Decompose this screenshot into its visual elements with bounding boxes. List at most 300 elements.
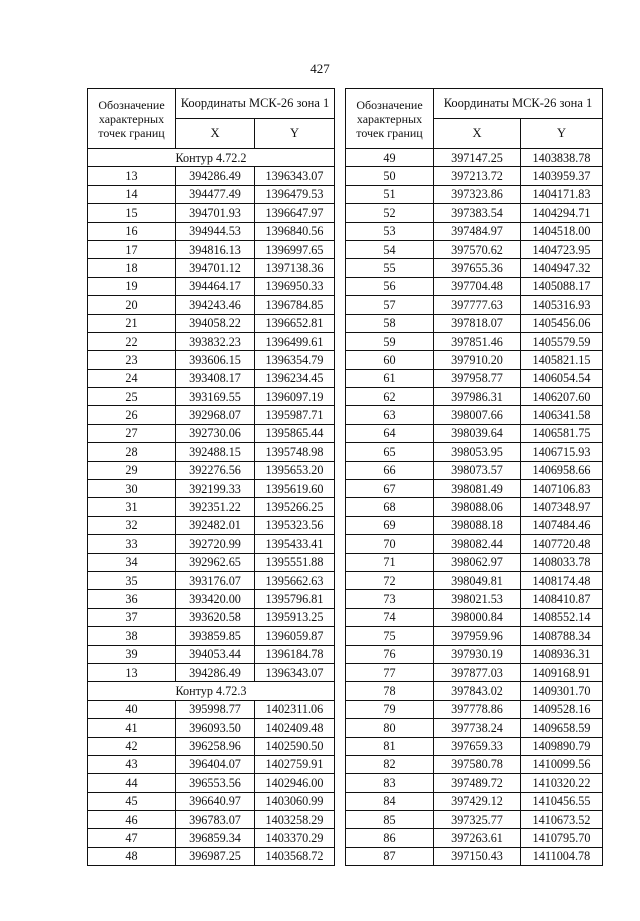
point-id-cell: 54 [346,240,434,258]
table-row [88,553,335,571]
y-coordinate-cell: 1396097.19 [255,388,335,406]
table-row [88,296,335,314]
table-row [346,829,603,847]
x-coordinate-cell: 393606.15 [176,351,255,369]
table-row [346,553,603,571]
point-id-cell: 67 [346,480,434,498]
x-coordinate-cell: 398049.81 [434,571,521,589]
point-id-cell: 64 [346,424,434,442]
x-coordinate-cell: 397659.33 [434,737,521,755]
x-coordinate-cell: 397150.43 [434,847,521,865]
point-id-cell: 18 [88,259,176,277]
x-coordinate-cell: 398082.44 [434,535,521,553]
table-row [346,663,603,681]
table-row [346,461,603,479]
point-id-cell: 40 [88,700,176,718]
table-row [88,259,335,277]
x-coordinate-cell: 396859.34 [176,829,255,847]
table-row [346,700,603,718]
x-coordinate-cell: 398021.53 [434,590,521,608]
x-coordinate-cell: 397818.07 [434,314,521,332]
x-coordinate-cell: 392720.99 [176,535,255,553]
point-id-cell: 20 [88,296,176,314]
point-id-cell: 42 [88,737,176,755]
table-row [346,351,603,369]
y-coordinate-cell: 1408174.48 [521,571,603,589]
y-coordinate-cell: 1406715.93 [521,443,603,461]
point-id-cell: 63 [346,406,434,424]
point-id-cell: 62 [346,388,434,406]
table-row [88,755,335,773]
x-coordinate-cell: 392351.22 [176,498,255,516]
header-point-label: Обозначение характерных точек границ [346,89,434,149]
x-coordinate-cell: 392730.06 [176,424,255,442]
x-coordinate-cell: 394701.12 [176,259,255,277]
table-row [346,388,603,406]
point-id-cell: 14 [88,185,176,203]
table-row [346,755,603,773]
x-coordinate-cell: 398081.49 [434,480,521,498]
table-row [346,645,603,663]
point-id-cell: 82 [346,755,434,773]
coordinates-table-right [345,88,603,866]
table-row [88,185,335,203]
y-coordinate-cell: 1395662.63 [255,571,335,589]
header-coord-system: Координаты МСК-26 зона 1 [176,89,335,119]
x-coordinate-cell: 398039.64 [434,424,521,442]
table-row [88,277,335,295]
y-coordinate-cell: 1395748.98 [255,443,335,461]
y-coordinate-cell: 1403959.37 [521,167,603,185]
y-coordinate-cell: 1396343.07 [255,663,335,681]
y-coordinate-cell: 1406207.60 [521,388,603,406]
x-coordinate-cell: 392276.56 [176,461,255,479]
point-id-cell: 45 [88,792,176,810]
y-coordinate-cell: 1410456.55 [521,792,603,810]
x-coordinate-cell: 394058.22 [176,314,255,332]
point-id-cell: 84 [346,792,434,810]
y-coordinate-cell: 1411004.78 [521,847,603,865]
point-id-cell: 83 [346,774,434,792]
section-row [88,682,335,700]
point-id-cell: 35 [88,571,176,589]
x-coordinate-cell: 392962.65 [176,553,255,571]
point-id-cell: 31 [88,498,176,516]
y-coordinate-cell: 1405316.93 [521,296,603,314]
y-coordinate-cell: 1409301.70 [521,682,603,700]
y-coordinate-cell: 1402590.50 [255,737,335,755]
y-coordinate-cell: 1404171.83 [521,185,603,203]
table-row [346,443,603,461]
point-id-cell: 16 [88,222,176,240]
x-coordinate-cell: 396783.07 [176,811,255,829]
table-row [346,296,603,314]
x-coordinate-cell: 398053.95 [434,443,521,461]
y-coordinate-cell: 1404947.32 [521,259,603,277]
x-coordinate-cell: 397489.72 [434,774,521,792]
point-id-cell: 80 [346,719,434,737]
table-row [88,700,335,718]
x-coordinate-cell: 394944.53 [176,222,255,240]
point-id-cell: 19 [88,277,176,295]
table-row [88,608,335,626]
x-coordinate-cell: 395998.77 [176,700,255,718]
y-coordinate-cell: 1408788.34 [521,627,603,645]
point-id-cell: 23 [88,351,176,369]
y-coordinate-cell: 1410320.22 [521,774,603,792]
table-row [346,167,603,185]
point-id-cell: 39 [88,645,176,663]
x-coordinate-cell: 396640.97 [176,792,255,810]
x-coordinate-cell: 392199.33 [176,480,255,498]
table-row [88,645,335,663]
point-id-cell: 86 [346,829,434,847]
y-coordinate-cell: 1403838.78 [521,149,603,167]
table-row [88,590,335,608]
point-id-cell: 65 [346,443,434,461]
x-coordinate-cell: 393169.55 [176,388,255,406]
table-row [88,424,335,442]
x-coordinate-cell: 397213.72 [434,167,521,185]
table-row [346,847,603,865]
y-coordinate-cell: 1396343.07 [255,167,335,185]
point-id-cell: 24 [88,369,176,387]
y-coordinate-cell: 1402759.91 [255,755,335,773]
table-body-left [88,149,335,866]
point-id-cell: 49 [346,149,434,167]
table-row [88,737,335,755]
table-row [346,314,603,332]
point-id-cell: 85 [346,811,434,829]
table-row [88,369,335,387]
x-coordinate-cell: 397580.78 [434,755,521,773]
header-x: X [176,119,255,149]
point-id-cell: 50 [346,167,434,185]
table-row [346,240,603,258]
point-id-cell: 76 [346,645,434,663]
y-coordinate-cell: 1409890.79 [521,737,603,755]
point-id-cell: 47 [88,829,176,847]
point-id-cell: 71 [346,553,434,571]
table-row [346,627,603,645]
table-row [346,259,603,277]
y-coordinate-cell: 1406581.75 [521,424,603,442]
x-coordinate-cell: 394816.13 [176,240,255,258]
x-coordinate-cell: 397986.31 [434,388,521,406]
point-id-cell: 75 [346,627,434,645]
table-row [346,608,603,626]
table-row [346,185,603,203]
table-row [88,222,335,240]
section-label: Контур 4.72.2 [88,149,335,167]
y-coordinate-cell: 1396234.45 [255,369,335,387]
table-row [88,167,335,185]
x-coordinate-cell: 398000.84 [434,608,521,626]
y-coordinate-cell: 1403258.29 [255,811,335,829]
point-id-cell: 73 [346,590,434,608]
y-coordinate-cell: 1408552.14 [521,608,603,626]
point-id-cell: 59 [346,332,434,350]
x-coordinate-cell: 397325.77 [434,811,521,829]
y-coordinate-cell: 1409528.16 [521,700,603,718]
table-row [88,774,335,792]
y-coordinate-cell: 1409168.91 [521,663,603,681]
point-id-cell: 44 [88,774,176,792]
table-row [346,792,603,810]
y-coordinate-cell: 1410673.52 [521,811,603,829]
table-row [346,719,603,737]
x-coordinate-cell: 396553.56 [176,774,255,792]
point-id-cell: 69 [346,516,434,534]
table-row [88,314,335,332]
point-id-cell: 72 [346,571,434,589]
x-coordinate-cell: 397777.63 [434,296,521,314]
y-coordinate-cell: 1407720.48 [521,535,603,553]
x-coordinate-cell: 392968.07 [176,406,255,424]
y-coordinate-cell: 1395987.71 [255,406,335,424]
y-coordinate-cell: 1396784.85 [255,296,335,314]
y-coordinate-cell: 1396840.56 [255,222,335,240]
x-coordinate-cell: 396987.25 [176,847,255,865]
point-id-cell: 68 [346,498,434,516]
table-row [88,406,335,424]
y-coordinate-cell: 1405821.15 [521,351,603,369]
y-coordinate-cell: 1410795.70 [521,829,603,847]
point-id-cell: 58 [346,314,434,332]
y-coordinate-cell: 1396647.97 [255,204,335,222]
point-id-cell: 21 [88,314,176,332]
point-id-cell: 26 [88,406,176,424]
y-coordinate-cell: 1396652.81 [255,314,335,332]
x-coordinate-cell: 398088.06 [434,498,521,516]
header-x: X [434,119,521,149]
table-row [88,498,335,516]
y-coordinate-cell: 1396499.61 [255,332,335,350]
point-id-cell: 48 [88,847,176,865]
table-row [88,461,335,479]
x-coordinate-cell: 398073.57 [434,461,521,479]
y-coordinate-cell: 1395653.20 [255,461,335,479]
x-coordinate-cell: 397704.48 [434,277,521,295]
table-row [88,388,335,406]
table-row [346,737,603,755]
x-coordinate-cell: 393620.58 [176,608,255,626]
table-row [346,406,603,424]
x-coordinate-cell: 392488.15 [176,443,255,461]
x-coordinate-cell: 397323.86 [434,185,521,203]
x-coordinate-cell: 398007.66 [434,406,521,424]
x-coordinate-cell: 397877.03 [434,663,521,681]
y-coordinate-cell: 1409658.59 [521,719,603,737]
table-row [88,571,335,589]
x-coordinate-cell: 394477.49 [176,185,255,203]
point-id-cell: 27 [88,424,176,442]
table-row [346,149,603,167]
table-row [88,535,335,553]
y-coordinate-cell: 1408936.31 [521,645,603,663]
x-coordinate-cell: 393859.85 [176,627,255,645]
y-coordinate-cell: 1405088.17 [521,277,603,295]
x-coordinate-cell: 397429.12 [434,792,521,810]
y-coordinate-cell: 1395796.81 [255,590,335,608]
y-coordinate-cell: 1396479.53 [255,185,335,203]
point-id-cell: 37 [88,608,176,626]
point-id-cell: 53 [346,222,434,240]
table-row [346,535,603,553]
x-coordinate-cell: 394464.17 [176,277,255,295]
point-id-cell: 32 [88,516,176,534]
point-id-cell: 70 [346,535,434,553]
x-coordinate-cell: 398088.18 [434,516,521,534]
table-row [346,774,603,792]
y-coordinate-cell: 1406958.66 [521,461,603,479]
x-coordinate-cell: 397570.62 [434,240,521,258]
y-coordinate-cell: 1396950.33 [255,277,335,295]
table-row [346,811,603,829]
header-y: Y [521,119,603,149]
x-coordinate-cell: 393832.23 [176,332,255,350]
point-id-cell: 38 [88,627,176,645]
x-coordinate-cell: 397738.24 [434,719,521,737]
table-row [346,571,603,589]
point-id-cell: 52 [346,204,434,222]
table-row [346,204,603,222]
y-coordinate-cell: 1408410.87 [521,590,603,608]
table-row [88,240,335,258]
table-row [346,332,603,350]
x-coordinate-cell: 397778.86 [434,700,521,718]
x-coordinate-cell: 396093.50 [176,719,255,737]
y-coordinate-cell: 1395433.41 [255,535,335,553]
point-id-cell: 55 [346,259,434,277]
point-id-cell: 36 [88,590,176,608]
point-id-cell: 33 [88,535,176,553]
table-row [88,811,335,829]
point-id-cell: 60 [346,351,434,369]
x-coordinate-cell: 392482.01 [176,516,255,534]
y-coordinate-cell: 1406341.58 [521,406,603,424]
x-coordinate-cell: 394243.46 [176,296,255,314]
y-coordinate-cell: 1404723.95 [521,240,603,258]
y-coordinate-cell: 1403060.99 [255,792,335,810]
header-point-label: Обозначение характерных точек границ [88,89,176,149]
y-coordinate-cell: 1397138.36 [255,259,335,277]
table-row [88,847,335,865]
point-id-cell: 28 [88,443,176,461]
table-row [88,719,335,737]
point-id-cell: 79 [346,700,434,718]
section-row [88,149,335,167]
x-coordinate-cell: 393408.17 [176,369,255,387]
table-row [346,682,603,700]
x-coordinate-cell: 397958.77 [434,369,521,387]
x-coordinate-cell: 397930.19 [434,645,521,663]
table-row [346,222,603,240]
x-coordinate-cell: 397147.25 [434,149,521,167]
y-coordinate-cell: 1402311.06 [255,700,335,718]
x-coordinate-cell: 397843.02 [434,682,521,700]
point-id-cell: 15 [88,204,176,222]
y-coordinate-cell: 1403370.29 [255,829,335,847]
x-coordinate-cell: 397959.96 [434,627,521,645]
x-coordinate-cell: 397263.61 [434,829,521,847]
x-coordinate-cell: 397851.46 [434,332,521,350]
y-coordinate-cell: 1395266.25 [255,498,335,516]
y-coordinate-cell: 1395913.25 [255,608,335,626]
point-id-cell: 13 [88,663,176,681]
x-coordinate-cell: 397484.97 [434,222,521,240]
point-id-cell: 61 [346,369,434,387]
point-id-cell: 66 [346,461,434,479]
x-coordinate-cell: 394053.44 [176,645,255,663]
y-coordinate-cell: 1405579.59 [521,332,603,350]
page-number: 427 [310,61,330,76]
coordinates-table-left [87,88,335,866]
y-coordinate-cell: 1396184.78 [255,645,335,663]
y-coordinate-cell: 1402946.00 [255,774,335,792]
x-coordinate-cell: 396258.96 [176,737,255,755]
point-id-cell: 74 [346,608,434,626]
y-coordinate-cell: 1396354.79 [255,351,335,369]
x-coordinate-cell: 398062.97 [434,553,521,571]
y-coordinate-cell: 1396059.87 [255,627,335,645]
point-id-cell: 17 [88,240,176,258]
y-coordinate-cell: 1403568.72 [255,847,335,865]
point-id-cell: 22 [88,332,176,350]
table-row [346,277,603,295]
table-row [88,443,335,461]
point-id-cell: 30 [88,480,176,498]
x-coordinate-cell: 394701.93 [176,204,255,222]
y-coordinate-cell: 1404518.00 [521,222,603,240]
y-coordinate-cell: 1402409.48 [255,719,335,737]
table-row [88,829,335,847]
table-row [88,204,335,222]
header-coord-system: Координаты МСК-26 зона 1 [434,89,603,119]
x-coordinate-cell: 394286.49 [176,663,255,681]
table-row [88,663,335,681]
table-row [88,516,335,534]
y-coordinate-cell: 1410099.56 [521,755,603,773]
table-row [346,498,603,516]
table-row [346,369,603,387]
point-id-cell: 57 [346,296,434,314]
table-row [88,792,335,810]
y-coordinate-cell: 1395551.88 [255,553,335,571]
table-row [88,332,335,350]
point-id-cell: 43 [88,755,176,773]
x-coordinate-cell: 393420.00 [176,590,255,608]
x-coordinate-cell: 397655.36 [434,259,521,277]
point-id-cell: 51 [346,185,434,203]
y-coordinate-cell: 1406054.54 [521,369,603,387]
point-id-cell: 29 [88,461,176,479]
table-row [88,480,335,498]
table-row [346,424,603,442]
section-label: Контур 4.72.3 [88,682,335,700]
x-coordinate-cell: 394286.49 [176,167,255,185]
header-y: Y [255,119,335,149]
x-coordinate-cell: 393176.07 [176,571,255,589]
y-coordinate-cell: 1407106.83 [521,480,603,498]
point-id-cell: 46 [88,811,176,829]
table-row [346,480,603,498]
y-coordinate-cell: 1395619.60 [255,480,335,498]
y-coordinate-cell: 1408033.78 [521,553,603,571]
y-coordinate-cell: 1395865.44 [255,424,335,442]
point-id-cell: 41 [88,719,176,737]
table-row [346,590,603,608]
